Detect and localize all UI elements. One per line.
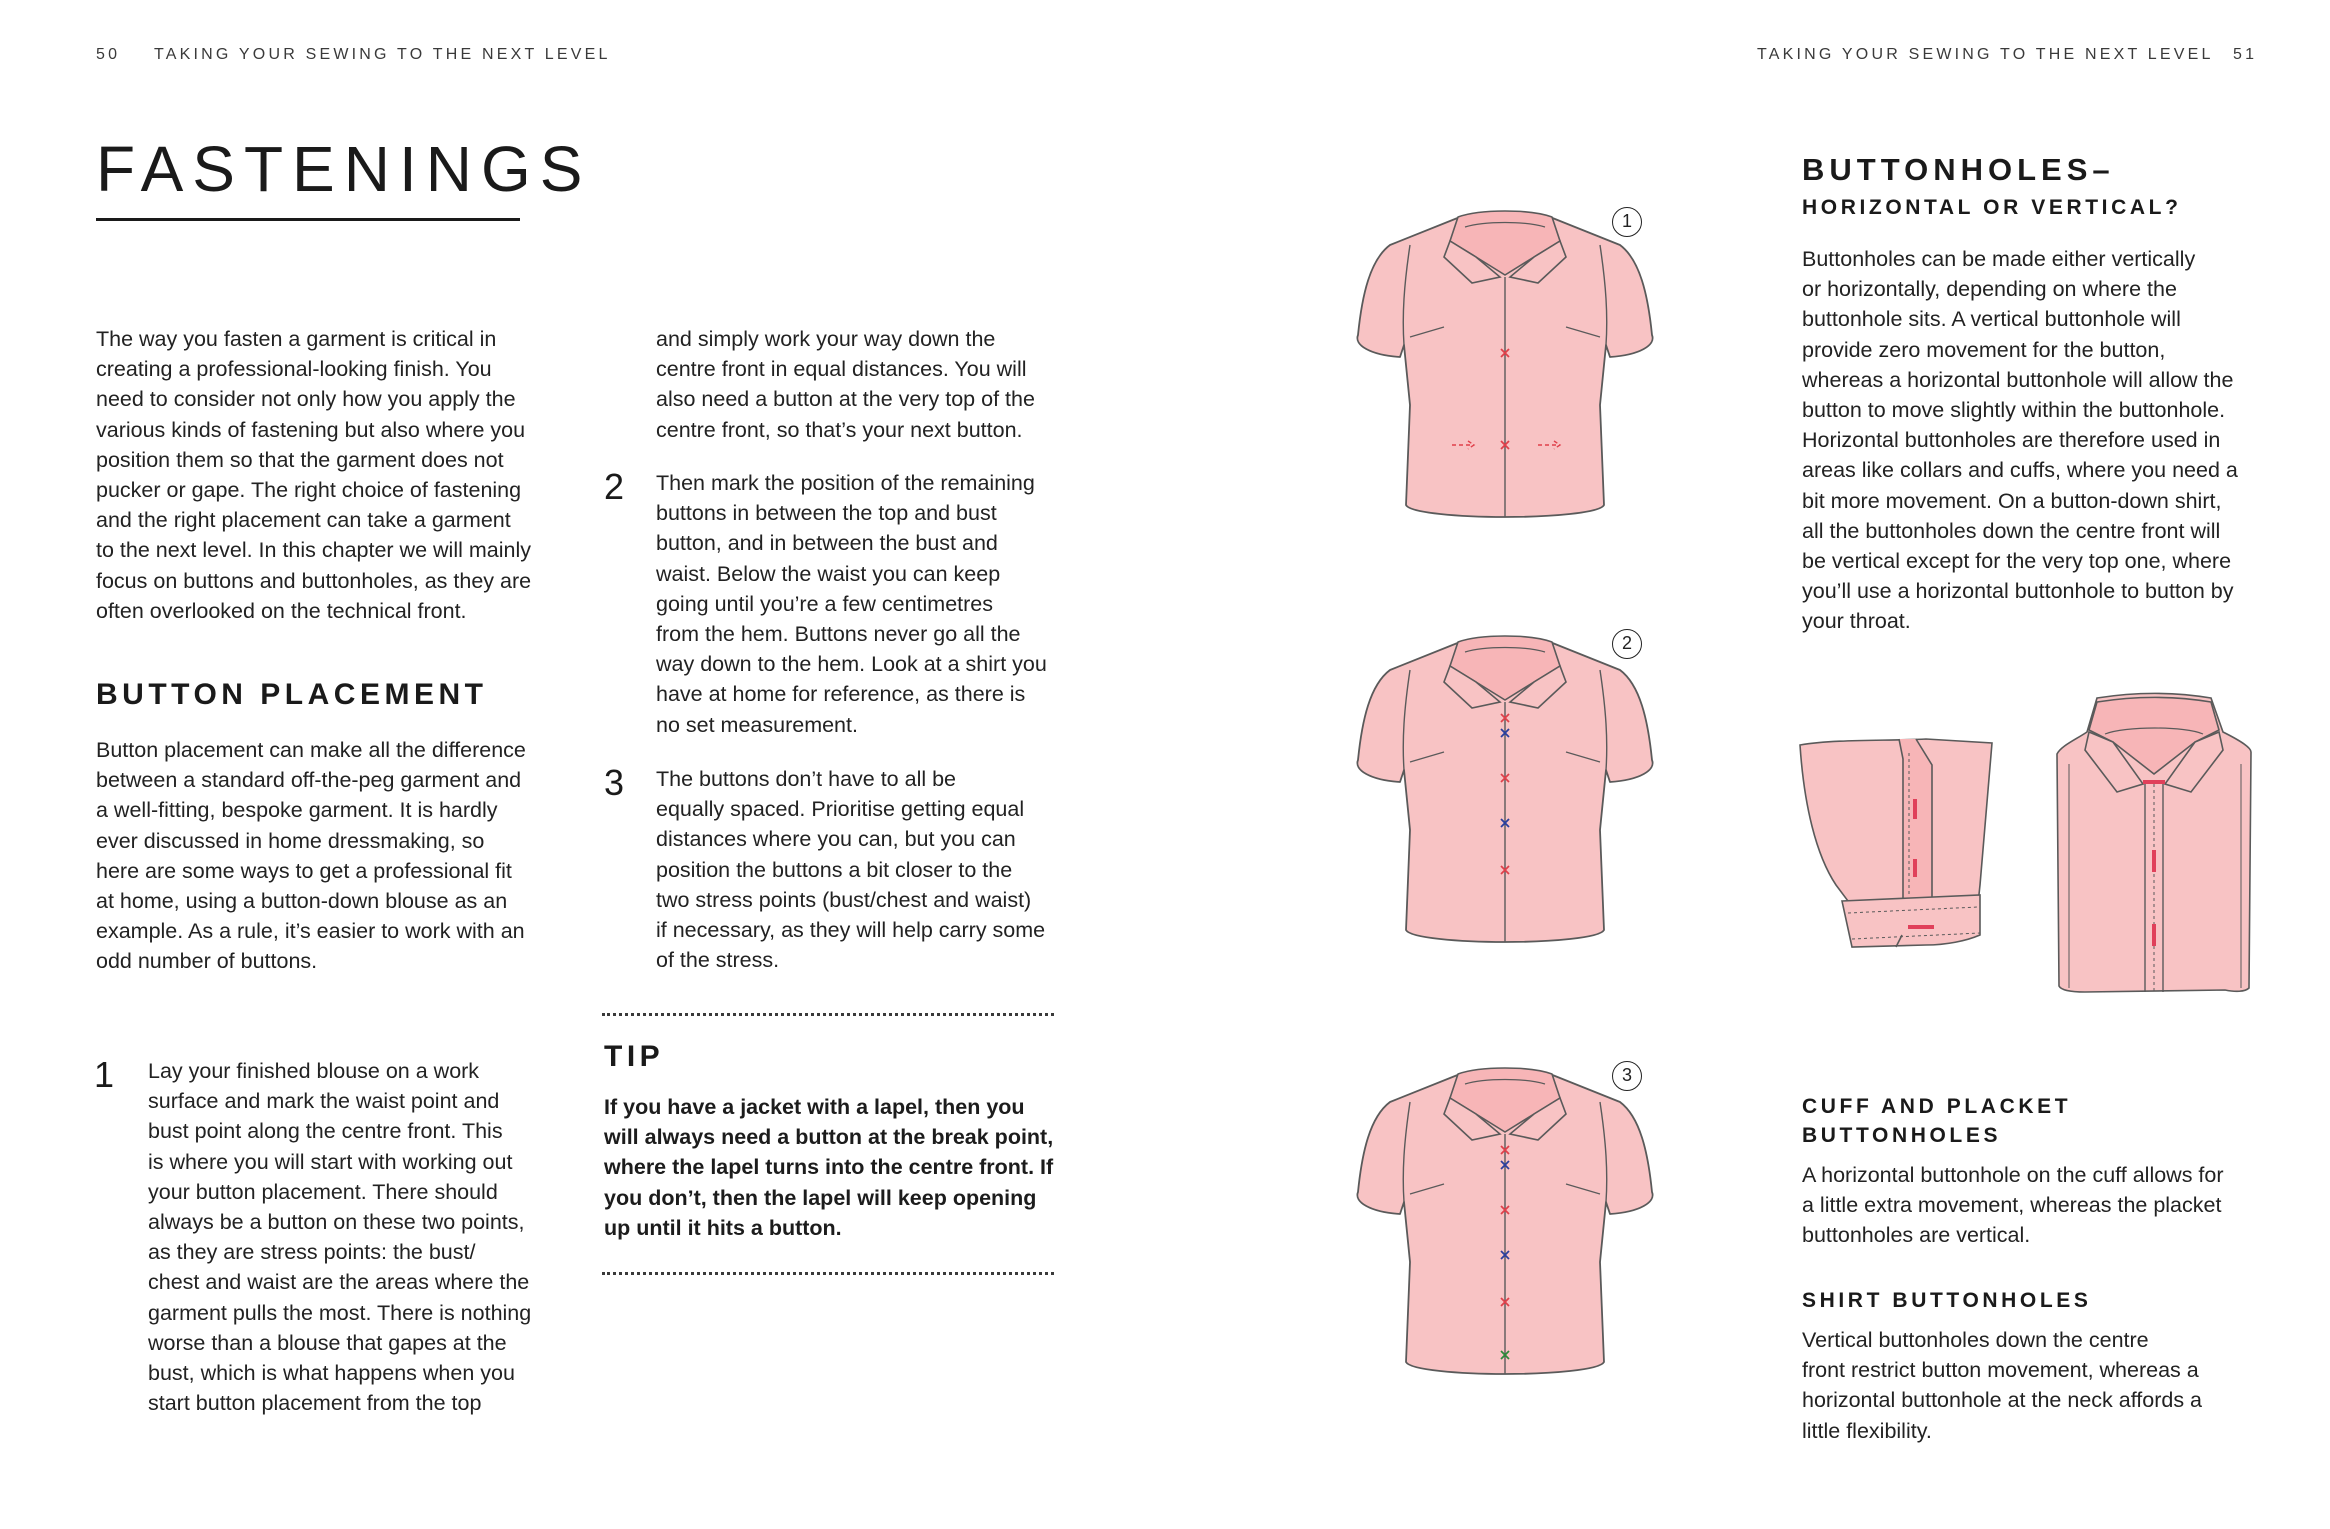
cuff-placket-heading: CUFF AND PLACKET BUTTONHOLES	[1802, 1095, 2072, 1147]
chapter-title: FASTENINGS	[96, 133, 592, 205]
buttonholes-subheading: HORIZONTAL OR VERTICAL?	[1802, 196, 2182, 219]
step-1-number: 1	[94, 1054, 115, 1095]
step-1-text: Lay your finished blouse on a work surface and mark the waist point and bust point along the centre front. This is where you will start with working out your button placement. There should always be a button on these two points, as they are stress points: the bust/ chest and waist are the areas where the garment pulls the most. There is nothing worse than a blouse that gapes at the bust, which is what happens when you start button placement from the top	[148, 1059, 532, 1416]
figure-3-label: 3	[1612, 1061, 1642, 1091]
figure-1-label: 1	[1612, 207, 1642, 237]
tip-bottom-rule	[602, 1272, 1054, 1275]
right-running-head: TAKING YOUR SEWING TO THE NEXT LEVEL	[1757, 46, 2214, 63]
shirt-front-drawing	[2055, 692, 2253, 1002]
title-underline	[96, 218, 520, 221]
intro-paragraph: The way you fasten a garment is critical in creating a professional-looking finish. You need to consider not only how you apply the various kinds of fastening but also where you position them so that the garment does not pucker or gape. The right choice of fastening and the right placement can take a garment to the next level. In this chapter we will mainly focus on buttons and buttonholes, as they are often overlooked on the technical front.	[96, 327, 532, 623]
blouse-drawing-1	[1340, 205, 1670, 535]
step-2-number: 2	[604, 466, 625, 507]
left-page-number: 50	[96, 46, 121, 63]
step-3-text: The buttons don’t have to all be equally spaced. Prioritise getting equal distances where you can, but you can position the buttons a bit closer to the two stress points (bust/chest and waist) if necessary, as they will help carry some of the stress.	[656, 767, 1046, 973]
button-placement-paragraph: Button placement can make all the difference between a standard off-the-peg garment and a well-fitting, bespoke garment. It is hardly ever discussed in home dressmaking, so here are some ways to get a professional fit at home, using a button-down blouse as an example. As a rule, it’s easier to work with an odd number of buttons.	[96, 738, 526, 974]
tip-text: If you have a jacket with a lapel, then you will always need a button at the break point, where the lapel turns into the centre front. If you don’t, then the lapel will keep opening up until it hits a button.	[604, 1095, 1054, 1240]
tip-heading: TIP	[604, 1040, 665, 1073]
button-placement-heading: BUTTON PLACEMENT	[96, 678, 488, 711]
left-running-head: TAKING YOUR SEWING TO THE NEXT LEVEL	[154, 46, 611, 63]
step-2-text: Then mark the position of the remaining buttons in between the top and bust button, and in between the bust and waist. Below the waist you can keep going until you’re a few centimetres from the hem. Buttons never go all the way down to the hem. Look at a shirt you have at home for reference, as there is no set measurement.	[656, 471, 1047, 737]
step-3-number: 3	[604, 762, 625, 803]
sleeve-cuff-drawing	[1796, 735, 1996, 995]
blouse-drawing-3	[1340, 1062, 1670, 1392]
right-page-number: 51	[2233, 46, 2258, 63]
blouse-drawing-2	[1340, 630, 1670, 960]
cuff-placket-paragraph: A horizontal buttonhole on the cuff allows for a little extra movement, whereas the placket buttonholes are vertical.	[1802, 1163, 2224, 1248]
buttonholes-paragraph: Buttonholes can be made either vertically or horizontally, depending on where the buttonhole sits. A vertical buttonhole will provide zero movement for the button, whereas a horizontal buttonhole will allow the button to move slightly within the buttonhole. Horizontal buttonholes are therefore used in areas like collars and cuffs, where you need a bit more movement. On a button-down shirt, all the buttonholes down the centre front will be vertical except for the very top one, where you’ll use a horizontal buttonhole to button by your throat.	[1802, 247, 2238, 634]
shirt-buttonholes-paragraph: Vertical buttonholes down the centre front restrict button movement, whereas a horizontal buttonhole at the neck affords a little flexibility.	[1802, 1328, 2203, 1443]
shirt-buttonholes-heading: SHIRT BUTTONHOLES	[1802, 1289, 2092, 1312]
step-1-continued-text: and simply work your way down the centre front in equal distances. You will also need a button at the very top of the centre front, so that’s your next button.	[656, 327, 1035, 442]
figure-2-label: 2	[1612, 629, 1642, 659]
tip-top-rule	[602, 1013, 1054, 1016]
buttonholes-heading: BUTTONHOLES–	[1802, 152, 2115, 187]
